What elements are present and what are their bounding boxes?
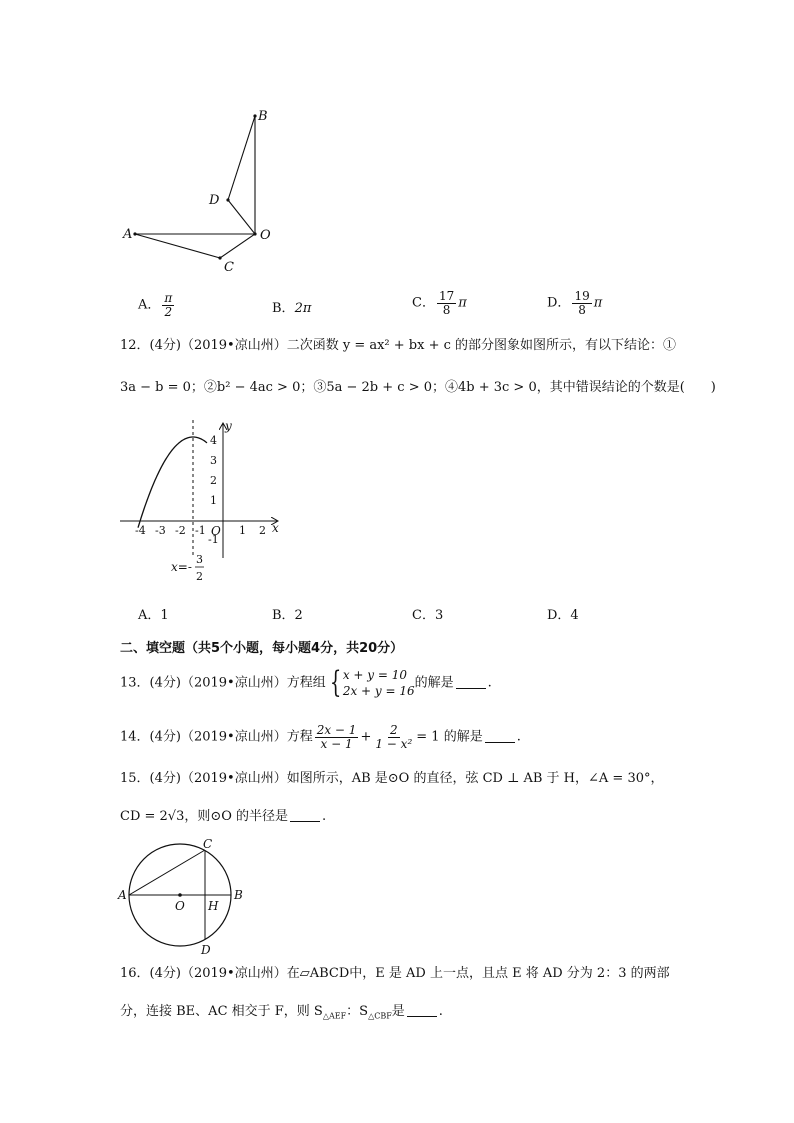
label-c: C [224, 260, 234, 275]
q13-line [120, 667, 492, 699]
fraction-17-over-8 [437, 290, 456, 316]
axis-eq-numerator: 3 [196, 553, 203, 566]
numerator: 2 [389, 723, 398, 737]
q14-equals: = 1 的解是 [416, 729, 483, 745]
q12-graph [115, 418, 290, 590]
label-h: H [208, 899, 219, 913]
brace-icon: { [329, 665, 341, 701]
label-a: A [118, 888, 127, 902]
x-tick-2: 2 [259, 524, 266, 537]
x-tick-minus2: -2 [175, 524, 186, 537]
fraction-1 [315, 724, 359, 750]
subscript-aef: △AEF [322, 1011, 347, 1021]
answer-blank[interactable] [485, 730, 515, 743]
q13-prefix: 13．(4分)（2019•凉山州）方程组 [120, 675, 326, 691]
equation-system [343, 667, 415, 699]
q16-line2-a: 分，连接 BE、AC 相交于 F，则 S [120, 1004, 323, 1019]
label-c: C [203, 837, 213, 851]
q15-line2-text: CD = 2√3，则⊙O 的半径是 [120, 809, 289, 824]
option-value: 2π [294, 301, 312, 316]
label-d: D [209, 193, 220, 208]
label-b: B [258, 109, 268, 124]
q14-line [120, 724, 521, 750]
answer-blank[interactable] [456, 676, 486, 689]
denominator: 8 [578, 302, 586, 317]
y-tick-1: 1 [210, 494, 217, 507]
label-a: A [123, 227, 133, 242]
q16-line2-b: ：S [346, 1004, 369, 1019]
q11-figure [115, 100, 285, 280]
numerator: 19 [574, 289, 590, 303]
q11-option-a[interactable] [138, 292, 176, 318]
fraction-19-over-8 [572, 290, 591, 316]
q15-line1: 15．(4分)（2019•凉山州）如图所示，AB 是⊙O 的直径，弦 CD ⊥ AB 于 H，∠A = 30°， [120, 771, 664, 786]
denominator: x − 1 [320, 736, 353, 751]
subscript-cbf: △CBF [368, 1011, 392, 1021]
q12-option-b[interactable]: B．2 [272, 608, 303, 623]
denominator: 2 [164, 304, 173, 319]
period: . [438, 1004, 443, 1019]
q11-option-b[interactable] [272, 297, 311, 316]
q12-line1: 12．(4分)（2019•凉山州）二次函数 y = ax² + bx + c 的部分图象如图所示，有以下结论：① [120, 338, 677, 353]
segment-bd [228, 116, 255, 200]
y-tick-2: 2 [210, 474, 217, 487]
denominator: 8 [442, 302, 451, 317]
segment-co [220, 234, 255, 258]
center-point [178, 893, 182, 897]
option-letter: B． [272, 301, 295, 316]
q16-line2-c: 是 [391, 1004, 405, 1019]
label-d: D [201, 943, 211, 957]
option-letter: A． [138, 297, 161, 313]
x-tick-minus1: -1 [195, 524, 206, 537]
label-o: O [260, 228, 271, 243]
period: . [516, 729, 521, 745]
q16-line2 [120, 1004, 443, 1021]
x-tick-minus3: -3 [155, 524, 166, 537]
numerator: 17 [438, 289, 455, 303]
origin-label: O [211, 524, 221, 538]
q12-option-a[interactable]: A．1 [138, 608, 169, 623]
axis-eq-prefix: x=- [171, 560, 192, 574]
q15-line2 [120, 809, 326, 825]
x-tick-minus4: -4 [135, 524, 146, 537]
y-tick-minus1: -1 [208, 533, 219, 546]
answer-blank[interactable] [407, 1004, 437, 1017]
label-o: O [175, 899, 185, 913]
y-tick-4: 4 [210, 434, 217, 447]
pi-symbol: π [593, 295, 603, 311]
fraction-pi-over-2 [162, 292, 174, 318]
q16-line1: 16．(4分)（2019•凉山州）在▱ABCD中，E 是 AD 上一点，且点 E 将 AD 分为 2：3 的两部 [120, 966, 670, 981]
q13-suffix: 的解是 [414, 675, 454, 691]
period: . [322, 809, 327, 824]
y-axis-label: y [225, 419, 232, 433]
denominator: 1 − x² [375, 736, 413, 751]
q12-line2: 3a − b = 0；②b² − 4ac > 0；③5a − 2b + c > 0；④4b + 3c > 0，其中错误结论的个数是( ) [120, 380, 716, 395]
segment-ac [135, 234, 220, 258]
pi-symbol: π [458, 295, 467, 311]
segment-do [228, 200, 255, 234]
section-title: 二、填空题（共5个小题，每小题4分，共20分） [120, 641, 404, 656]
option-letter: C． [412, 295, 435, 311]
q11-option-c[interactable] [412, 290, 467, 316]
plus-sign: + [360, 729, 372, 745]
fraction-2 [373, 724, 414, 750]
numerator: π [164, 291, 173, 305]
numerator: 2x − 1 [316, 723, 357, 737]
q11-option-d[interactable] [547, 290, 602, 316]
y-tick-3: 3 [210, 454, 217, 467]
q14-prefix: 14．(4分)（2019•凉山州）方程 [120, 729, 313, 745]
axis-eq-denominator: 2 [196, 570, 203, 583]
equation-2: 2x + y = 16 [342, 684, 415, 699]
q12-option-d[interactable]: D．4 [547, 608, 579, 623]
x-tick-1: 1 [239, 524, 246, 537]
equation-1: x + y = 10 [342, 668, 407, 682]
q12-option-c[interactable]: C．3 [412, 608, 444, 623]
label-b: B [234, 888, 243, 902]
x-axis-label: x [272, 521, 279, 535]
answer-blank[interactable] [290, 809, 320, 822]
q15-circle-figure [115, 833, 255, 958]
segment-ac [129, 850, 205, 895]
parabola-curve [138, 437, 207, 528]
period: . [487, 675, 492, 691]
option-letter: D． [547, 295, 571, 311]
